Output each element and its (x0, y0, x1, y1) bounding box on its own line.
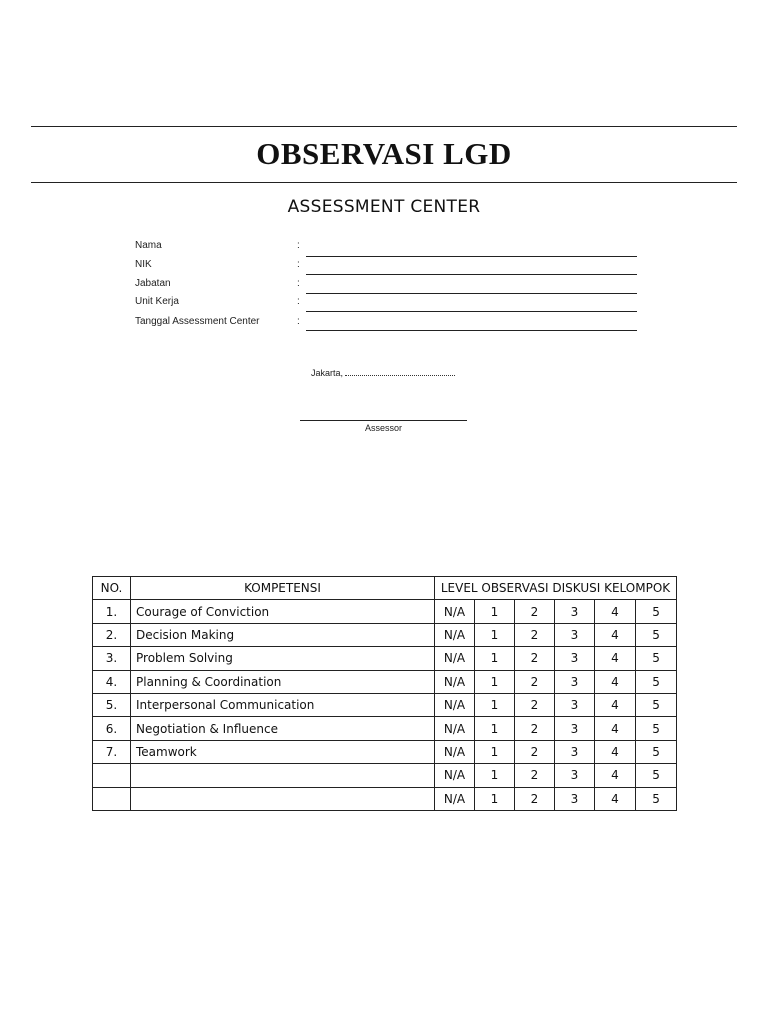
level-option[interactable]: 5 (636, 647, 677, 670)
level-option[interactable]: 4 (595, 600, 636, 623)
level-option[interactable]: 2 (515, 623, 555, 646)
level-option[interactable]: 3 (555, 600, 595, 623)
field-label-tanggal: Tanggal Assessment Center (135, 316, 260, 327)
level-option[interactable]: 4 (595, 647, 636, 670)
signature-line[interactable] (300, 420, 467, 421)
competency-name: Negotiation & Influence (131, 717, 435, 740)
bottom-rule (31, 182, 737, 183)
page-subtitle: ASSESSMENT CENTER (287, 197, 481, 217)
level-option[interactable]: 1 (475, 787, 515, 810)
level-option[interactable]: 1 (475, 693, 515, 716)
row-number: 6. (93, 717, 131, 740)
row-number: 2. (93, 623, 131, 646)
level-option[interactable]: 3 (555, 670, 595, 693)
place-date (311, 368, 455, 378)
level-option[interactable]: N/A (435, 740, 475, 763)
row-number: 7. (93, 740, 131, 763)
date-blank[interactable] (345, 368, 455, 376)
top-rule (31, 126, 737, 127)
level-option[interactable]: 4 (595, 623, 636, 646)
row-number: 5. (93, 693, 131, 716)
level-option[interactable]: 4 (595, 764, 636, 787)
competency-name: Decision Making (131, 623, 435, 646)
competency-name (131, 787, 435, 810)
level-option[interactable]: 3 (555, 740, 595, 763)
page-title: OBSERVASI LGD (256, 136, 512, 171)
level-option[interactable]: 2 (515, 670, 555, 693)
level-option[interactable]: 4 (595, 670, 636, 693)
competency-name: Problem Solving (131, 647, 435, 670)
field-label-unit-kerja: Unit Kerja (135, 296, 179, 307)
level-option[interactable]: 5 (636, 740, 677, 763)
competency-name (131, 764, 435, 787)
competency-table (92, 576, 677, 811)
level-option[interactable]: N/A (435, 717, 475, 740)
row-number: 3. (93, 647, 131, 670)
level-option[interactable]: 2 (515, 717, 555, 740)
level-option[interactable]: 4 (595, 693, 636, 716)
level-option[interactable]: 1 (475, 623, 515, 646)
table-header-row (93, 577, 677, 600)
row-number (93, 764, 131, 787)
table-row (93, 600, 677, 623)
level-option[interactable]: N/A (435, 600, 475, 623)
level-option[interactable]: N/A (435, 670, 475, 693)
header-kompetensi: KOMPETENSI (131, 577, 435, 600)
level-option[interactable]: N/A (435, 693, 475, 716)
level-option[interactable]: 3 (555, 693, 595, 716)
level-option[interactable]: 5 (636, 600, 677, 623)
level-option[interactable]: 4 (595, 740, 636, 763)
table-row (93, 740, 677, 763)
field-label-nama: Nama (135, 240, 162, 251)
level-option[interactable]: 2 (515, 740, 555, 763)
level-option[interactable]: 3 (555, 623, 595, 646)
header-level: LEVEL OBSERVASI DISKUSI KELOMPOK (435, 577, 677, 600)
competency-name: Interpersonal Communication (131, 693, 435, 716)
place-label: Jakarta, (311, 368, 344, 378)
field-label-jabatan: Jabatan (135, 278, 171, 289)
level-option[interactable]: 5 (636, 787, 677, 810)
level-option[interactable]: 2 (515, 787, 555, 810)
nik-field[interactable] (306, 274, 637, 275)
level-option[interactable]: 2 (515, 693, 555, 716)
unit-kerja-field[interactable] (306, 311, 637, 312)
row-number: 4. (93, 670, 131, 693)
level-option[interactable]: 1 (475, 764, 515, 787)
nama-field[interactable] (306, 256, 637, 257)
table-row (93, 717, 677, 740)
signature-label: Assessor (364, 423, 402, 433)
level-option[interactable]: 4 (595, 787, 636, 810)
level-option[interactable]: N/A (435, 623, 475, 646)
header-no: NO. (93, 577, 131, 600)
level-option[interactable]: 4 (595, 717, 636, 740)
competency-name: Planning & Coordination (131, 670, 435, 693)
level-option[interactable]: 1 (475, 717, 515, 740)
field-colon: : (297, 278, 300, 289)
level-option[interactable]: 1 (475, 740, 515, 763)
level-option[interactable]: N/A (435, 787, 475, 810)
row-number (93, 787, 131, 810)
level-option[interactable]: 1 (475, 600, 515, 623)
field-label-nik: NIK (135, 259, 152, 270)
table-row (93, 787, 677, 810)
field-colon: : (297, 259, 300, 270)
level-option[interactable]: 3 (555, 717, 595, 740)
level-option[interactable]: 2 (515, 764, 555, 787)
level-option[interactable]: 2 (515, 600, 555, 623)
level-option[interactable]: 5 (636, 717, 677, 740)
competency-name: Teamwork (131, 740, 435, 763)
field-colon: : (297, 316, 300, 327)
level-option[interactable]: 3 (555, 764, 595, 787)
row-number: 1. (93, 600, 131, 623)
level-option[interactable]: N/A (435, 764, 475, 787)
level-option[interactable]: 5 (636, 623, 677, 646)
table-row (93, 670, 677, 693)
jabatan-field[interactable] (306, 293, 637, 294)
level-option[interactable]: 2 (515, 647, 555, 670)
table-row (93, 764, 677, 787)
level-option[interactable]: 1 (475, 647, 515, 670)
table-row (93, 693, 677, 716)
level-option[interactable]: 3 (555, 647, 595, 670)
level-option[interactable]: 3 (555, 787, 595, 810)
level-option[interactable]: 5 (636, 670, 677, 693)
table-row (93, 623, 677, 646)
competency-name: Courage of Conviction (131, 600, 435, 623)
table-row (93, 647, 677, 670)
field-colon: : (297, 296, 300, 307)
level-option[interactable]: N/A (435, 647, 475, 670)
level-option[interactable]: 5 (636, 693, 677, 716)
level-option[interactable]: 5 (636, 764, 677, 787)
tanggal-field[interactable] (306, 330, 637, 331)
level-option[interactable]: 1 (475, 670, 515, 693)
field-colon: : (297, 240, 300, 251)
